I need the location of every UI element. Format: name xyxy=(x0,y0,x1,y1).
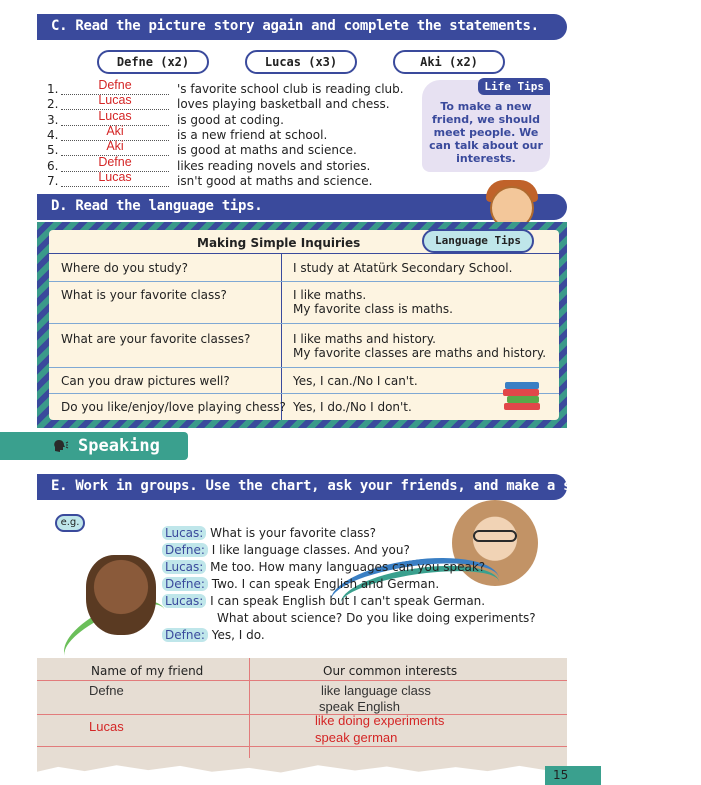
statement-number: 1. xyxy=(47,82,59,96)
answer-text: I study at Atatürk Secondary School. xyxy=(293,261,513,275)
interest-chart xyxy=(37,658,567,780)
statement-text: isn't good at maths and science. xyxy=(177,173,373,188)
question-text: Where do you study? xyxy=(61,261,189,275)
statement-number: 3. xyxy=(47,112,59,127)
answer-text: I like maths and history. xyxy=(293,332,436,346)
option-defne: Defne (x2) xyxy=(97,50,209,74)
section-d-title: D. Read the language tips. xyxy=(51,198,263,214)
question-text: Can you draw pictures well? xyxy=(61,374,230,388)
answer-text: Yes, I do./No I don't. xyxy=(293,400,412,414)
answer-text: Lucas xyxy=(98,108,132,123)
answer-text: Defne xyxy=(98,154,132,169)
statement-text: is a new friend at school. xyxy=(177,127,328,142)
table-row xyxy=(49,324,559,368)
question-text: What are your favorite classes? xyxy=(61,332,251,346)
answer-text: I like maths. xyxy=(293,288,367,302)
dialogue-line: Defne: Yes, I do. xyxy=(162,628,265,642)
chart-interest-cell: like doing experiments xyxy=(315,713,445,728)
answer-text: Defne xyxy=(98,78,132,92)
example-badge: e.g. xyxy=(55,514,85,532)
page-number: 15 xyxy=(545,766,601,785)
chart-name-cell: Lucas xyxy=(89,719,124,734)
glasses-icon xyxy=(473,530,517,542)
section-e-header xyxy=(37,474,701,500)
answer-text: My favorite class is maths. xyxy=(293,302,453,316)
language-tips-badge: Language Tips xyxy=(422,229,534,253)
dialogue-line: Lucas: I can speak English but I can't speak German. xyxy=(162,594,485,608)
answer-text: Aki xyxy=(106,123,124,138)
table-row xyxy=(49,254,559,282)
answer-text: Lucas xyxy=(98,169,132,184)
section-c-title: C. Read the picture story again and complete the statements. xyxy=(51,18,539,34)
chart-interest-cell: like language class xyxy=(321,683,431,698)
chart-header-interests: Our common interests xyxy=(323,664,458,678)
dialogue-line: What about science? Do you like doing experiments? xyxy=(217,611,536,625)
speaking-head-icon xyxy=(52,438,68,454)
statement-text: 's favorite school club is reading club. xyxy=(177,82,404,96)
chart-name-cell: Defne xyxy=(89,683,124,698)
books-icon xyxy=(503,382,541,412)
dialogue-line: Defne: I like language classes. And you? xyxy=(162,543,410,557)
table-row xyxy=(49,368,559,394)
section-c-header xyxy=(37,14,567,40)
answer-text: Yes, I can./No I can't. xyxy=(293,374,418,388)
life-tips-label: Life Tips xyxy=(478,78,550,95)
statement-number: 5. xyxy=(47,143,59,158)
answer-text: My favorite classes are maths and history. xyxy=(293,346,547,360)
question-text: What is your favorite class? xyxy=(61,288,227,302)
statement-text: loves playing basketball and chess. xyxy=(177,97,390,112)
question-text: Do you like/enjoy/love playing chess? xyxy=(61,400,286,414)
life-tips-text: To make a new friend, we should meet people. We can talk about our interests. xyxy=(429,100,543,165)
chart-interest-cell: speak german xyxy=(315,730,398,745)
statement-number: 4. xyxy=(47,127,59,142)
dialogue-line: Lucas: What is your favorite class? xyxy=(162,526,376,540)
dialogue-line: Defne: Two. I can speak English and German. xyxy=(162,577,439,591)
language-tips-heading: Making Simple Inquiries xyxy=(197,236,361,250)
answer-text: Lucas xyxy=(98,93,132,108)
option-aki: Aki (x2) xyxy=(393,50,505,74)
chart-interest-cell: speak English xyxy=(319,699,400,714)
table-row xyxy=(49,282,559,324)
dialogue-line: Lucas: Me too. How many languages can you speak? xyxy=(162,560,485,574)
speaking-label: Speaking xyxy=(78,436,160,456)
statement-text: is good at coding. xyxy=(177,112,284,127)
statement-row xyxy=(47,169,373,189)
language-tips-table xyxy=(49,230,559,420)
statement-number: 2. xyxy=(47,97,59,112)
statement-text: is good at maths and science. xyxy=(177,143,357,158)
statement-text: likes reading novels and stories. xyxy=(177,158,371,173)
section-e-title: E. Work in groups. Use the chart, ask your friends, and make a similar dialogue. xyxy=(51,478,701,494)
statement-number: 7. xyxy=(47,173,59,188)
table-row xyxy=(49,394,559,420)
answer-text: Aki xyxy=(106,139,124,154)
option-lucas: Lucas (x3) xyxy=(245,50,357,74)
life-tips-box xyxy=(422,80,550,172)
answer-blank[interactable] xyxy=(61,169,169,187)
boy-photo xyxy=(86,555,156,635)
statement-number: 6. xyxy=(47,158,59,173)
chart-header-name: Name of my friend xyxy=(91,664,204,678)
